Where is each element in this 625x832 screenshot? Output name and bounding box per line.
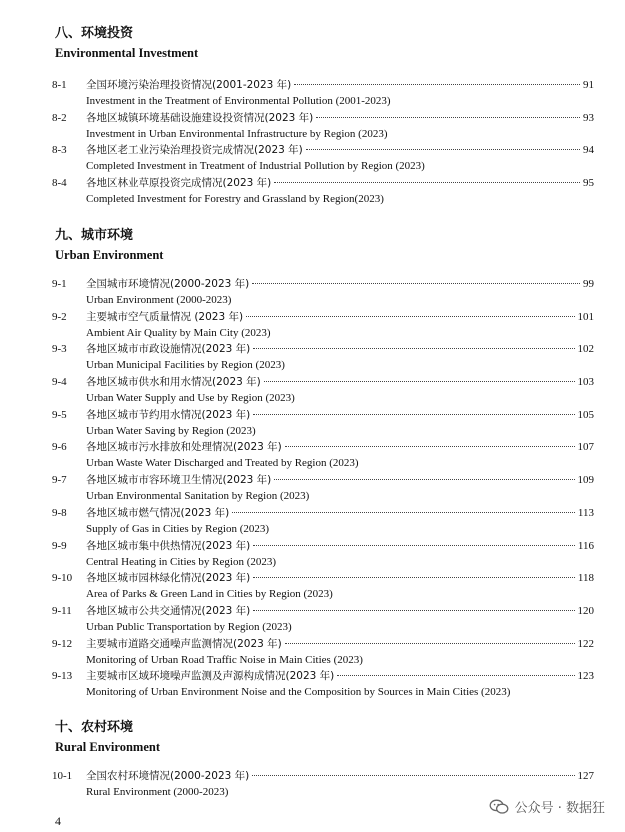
leader-dots [253, 414, 574, 415]
toc-list [52, 277, 594, 702]
entry-number: 9-7 [52, 474, 67, 487]
entry-page: 107 [577, 441, 594, 454]
section-title-cn: 八、环境投资 [55, 26, 134, 41]
entry-page: 99 [583, 278, 594, 290]
leader-dots [285, 446, 575, 447]
entry-title-cn: 各地区城市污水排放和处理情况(2023 年) [86, 441, 282, 454]
entry-page: 105 [577, 408, 594, 421]
entry-title-en: Completed Investment for Forestry and Grassland by Region(2023) [86, 193, 384, 206]
section-header [55, 227, 595, 263]
entry-number: 9-6 [52, 441, 67, 454]
toc-entry[interactable] [52, 637, 594, 670]
entry-number: 9-4 [52, 376, 67, 389]
entry-page: 103 [577, 376, 594, 389]
entry-number: 8-2 [52, 111, 67, 124]
entry-title-en: Ambient Air Quality by Main City (2023) [86, 326, 271, 339]
section-title-en: Urban Environment [55, 248, 164, 262]
entry-number: 9-10 [52, 572, 73, 585]
entry-title-cn: 各地区城市供水和用水情况(2023 年) [86, 376, 261, 389]
entry-title-en: Central Heating in Cities by Region (2023) [86, 555, 277, 568]
entry-title-cn: 各地区城市燃气情况(2023 年) [86, 506, 230, 519]
leader-dots [294, 84, 580, 85]
entry-number: 8-4 [52, 177, 67, 190]
entry-page: 109 [577, 474, 594, 487]
toc-entry[interactable] [52, 408, 594, 441]
section-title-cn: 九、城市环境 [55, 228, 134, 243]
page-number: 4 [55, 814, 61, 828]
toc-entry[interactable] [52, 342, 594, 375]
leader-dots [253, 545, 575, 546]
entry-number: 9-2 [52, 310, 67, 323]
leader-dots [316, 117, 580, 118]
watermark-text: 公众号 · 数据狂 [514, 801, 605, 816]
entry-title-cn: 各地区城市节约用水情况(2023 年) [86, 408, 251, 421]
leader-dots [264, 381, 575, 382]
toc-entry[interactable] [52, 78, 594, 111]
toc-entry[interactable] [52, 539, 594, 572]
section-header [55, 25, 595, 61]
section-title-en: Environmental Investment [55, 46, 199, 60]
entry-title-en: Investment in the Treatment of Environmental Pollution (2001-2023) [86, 95, 391, 107]
entry-page: 118 [577, 572, 594, 585]
entry-number: 9-11 [52, 604, 72, 617]
entry-number: 9-13 [52, 670, 73, 683]
section-title-en: Rural Environment [55, 740, 160, 754]
entry-title-cn: 全国环境污染治理投资情况(2001-2023 年) [86, 79, 292, 91]
leader-dots [252, 775, 574, 776]
watermark [489, 797, 605, 816]
toc-entry[interactable] [52, 176, 594, 209]
entry-page: 91 [583, 79, 594, 91]
leader-dots [306, 149, 580, 150]
entry-title-en: Area of Parks & Green Land in Cities by Region (2023) [86, 588, 333, 601]
entry-page: 123 [577, 670, 594, 683]
entry-page: 101 [577, 310, 594, 323]
entry-title-cn: 各地区城市集中供热情况(2023 年) [86, 539, 251, 552]
toc-entry[interactable] [52, 473, 594, 506]
toc-entry[interactable] [52, 143, 594, 176]
leader-dots [285, 643, 575, 644]
toc-entry[interactable] [52, 310, 594, 343]
section-header [55, 719, 595, 755]
toc-entry[interactable] [52, 604, 594, 637]
entry-number: 8-1 [52, 79, 67, 91]
entry-page: 102 [577, 343, 594, 356]
leader-dots [253, 610, 574, 611]
entry-page: 113 [577, 506, 594, 519]
toc-entry[interactable] [52, 375, 594, 408]
leader-dots [246, 316, 574, 317]
toc-entry[interactable] [52, 111, 594, 144]
entry-title-en: Monitoring of Urban Environment Noise and the Composition by Sources in Main Cities (2023) [86, 686, 511, 699]
entry-page: 93 [583, 111, 594, 124]
entry-title-cn: 各地区城市市容环境卫生情况(2023 年) [86, 474, 272, 487]
toc-entry[interactable] [52, 571, 594, 604]
entry-title-en: Completed Investment in Treatment of Industrial Pollution by Region (2023) [86, 160, 425, 173]
entry-title-en: Monitoring of Urban Road Traffic Noise in Main Cities (2023) [86, 653, 363, 666]
entry-title-en: Urban Environment (2000-2023) [86, 294, 232, 306]
leader-dots [253, 348, 574, 349]
toc-entry[interactable] [52, 440, 594, 473]
entry-number: 8-3 [52, 144, 67, 157]
toc-entry[interactable] [52, 669, 594, 702]
entry-title-cn: 主要城市区域环境噪声监测及声源构成情况(2023 年) [86, 670, 335, 683]
entry-page: 120 [577, 604, 594, 617]
entry-title-en: Urban Water Saving by Region (2023) [86, 424, 256, 437]
entry-title-cn: 各地区城市园林绿化情况(2023 年) [86, 572, 251, 585]
entry-title-en: Urban Municipal Facilities by Region (2023) [86, 359, 285, 372]
leader-dots [252, 283, 580, 284]
wechat-icon [489, 799, 509, 815]
entry-number: 10-1 [52, 770, 73, 782]
entry-title-en: Urban Environmental Sanitation by Region (2023) [86, 490, 310, 503]
toc-entry[interactable] [52, 506, 594, 539]
leader-dots [337, 675, 574, 676]
entry-title-cn: 主要城市道路交通噪声监测情况(2023 年) [86, 637, 282, 650]
entry-page: 127 [577, 770, 594, 782]
entry-title-en: Urban Public Transportation by Region (2023) [86, 620, 292, 633]
toc-list [52, 78, 594, 209]
entry-number: 9-5 [52, 408, 67, 421]
entry-title-cn: 主要城市空气质量情况 (2023 年) [86, 310, 244, 323]
leader-dots [232, 512, 575, 513]
entry-page: 94 [583, 144, 594, 157]
entry-number: 9-8 [52, 506, 67, 519]
entry-title-cn: 各地区老工业污染治理投资完成情况(2023 年) [86, 144, 303, 157]
entry-title-en: Investment in Urban Environmental Infrastructure by Region (2023) [86, 127, 388, 140]
entry-title-en: Supply of Gas in Cities by Region (2023) [86, 522, 270, 535]
leader-dots [274, 182, 580, 183]
entry-page: 122 [577, 637, 594, 650]
toc-entry[interactable] [52, 277, 594, 310]
entry-title-cn: 各地区城市公共交通情况(2023 年) [86, 604, 251, 617]
section-title-cn: 十、农村环境 [55, 720, 134, 735]
entry-title-cn: 各地区城市市政设施情况(2023 年) [86, 343, 251, 356]
entry-page: 95 [583, 177, 594, 190]
entry-number: 9-9 [52, 539, 67, 552]
entry-title-en: Urban Water Supply and Use by Region (2023) [86, 392, 295, 405]
entry-title-cn: 各地区城镇环境基础设施建设投资情况(2023 年) [86, 111, 314, 124]
entry-title-en: Urban Waste Water Discharged and Treated by Region (2023) [86, 457, 359, 470]
entry-title-cn: 全国城市环境情况(2000-2023 年) [86, 278, 250, 290]
entry-number: 9-3 [52, 343, 67, 356]
entry-title-cn: 全国农村环境情况(2000-2023 年) [86, 770, 250, 782]
entry-number: 9-1 [52, 278, 67, 290]
entry-page: 116 [577, 539, 594, 552]
leader-dots [274, 479, 574, 480]
entry-title-cn: 各地区林业草原投资完成情况(2023 年) [86, 177, 272, 190]
leader-dots [253, 577, 575, 578]
entry-title-en: Rural Environment (2000-2023) [86, 786, 229, 798]
entry-number: 9-12 [52, 637, 73, 650]
